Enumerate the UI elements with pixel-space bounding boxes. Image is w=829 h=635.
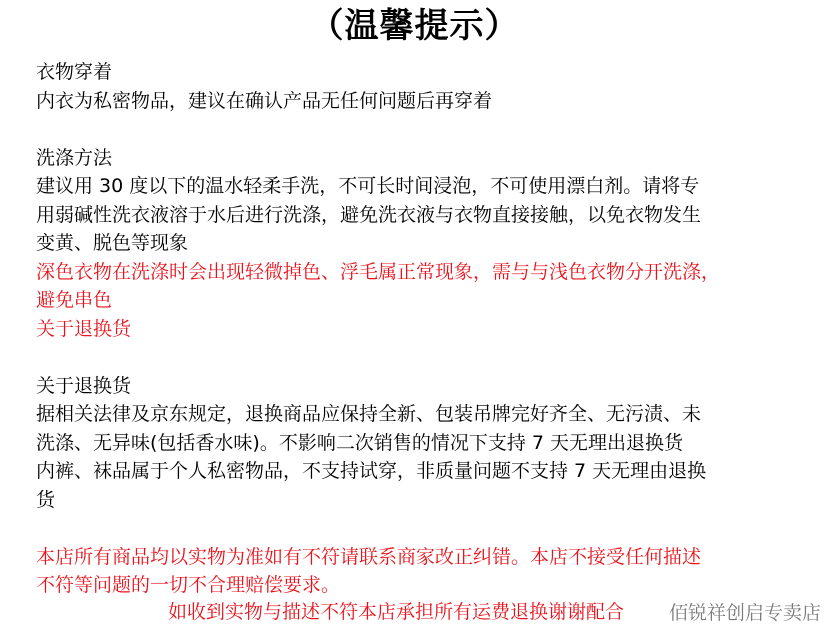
returns-text-line: 货	[36, 488, 56, 511]
store-notice-line: 本店所有商品均以实物为准如有不符请联系商家改正纠错。本店不接受任何描述	[36, 545, 702, 568]
spacer	[36, 115, 806, 144]
spacer	[36, 343, 806, 372]
returns-text-line: 内裤、袜品属于个人私密物品，不支持试穿，非质量问题不支持 7 天无理由退换	[36, 460, 707, 482]
returns-text-line: 据相关法律及京东规定，退换商品应保持全新、包装吊牌完好齐全、无污渍、未	[36, 403, 702, 425]
store-notice-footer: 如收到实物与描述不符本店承担所有运费退换谢谢配合	[168, 601, 625, 623]
section-heading-washing: 洗涤方法	[36, 146, 113, 169]
returns-text-line: 洗涤、无异味(包括香水味)。不影响二次销售的情况下支持 7 天无理出退换货	[36, 431, 683, 454]
returns-red-label: 关于退换货	[36, 317, 132, 340]
washing-text-line: 建议用 30 度以下的温水轻柔手洗，不可长时间浸泡，不可使用漂白剂。请将专	[36, 175, 700, 197]
store-watermark: 佰锐祥创启专卖店	[668, 602, 821, 624]
washing-warning-line: 深色衣物在洗涤时会出现轻微掉色、浮毛属正常现象，需与与浅色衣物分开洗涤，	[36, 260, 721, 283]
washing-text-line: 用弱碱性洗衣液溶于水后进行洗涤，避免洗衣液与衣物直接接触，以免衣物发生	[36, 203, 702, 226]
store-notice-line: 不符等问题的一切不合理赔偿要求。	[36, 574, 341, 596]
washing-warning-line: 避免串色	[36, 289, 113, 311]
section-heading-wearing: 衣物穿着	[36, 61, 113, 83]
wearing-text: 内衣为私密物品，建议在确认产品无任何问题后再穿着	[36, 89, 493, 112]
spacer	[36, 514, 806, 543]
washing-text-line: 变黄、脱色等现象	[36, 232, 189, 254]
page-title: （温馨提示）	[309, 6, 520, 46]
section-heading-returns: 关于退换货	[36, 374, 132, 397]
notice-content	[36, 58, 806, 600]
